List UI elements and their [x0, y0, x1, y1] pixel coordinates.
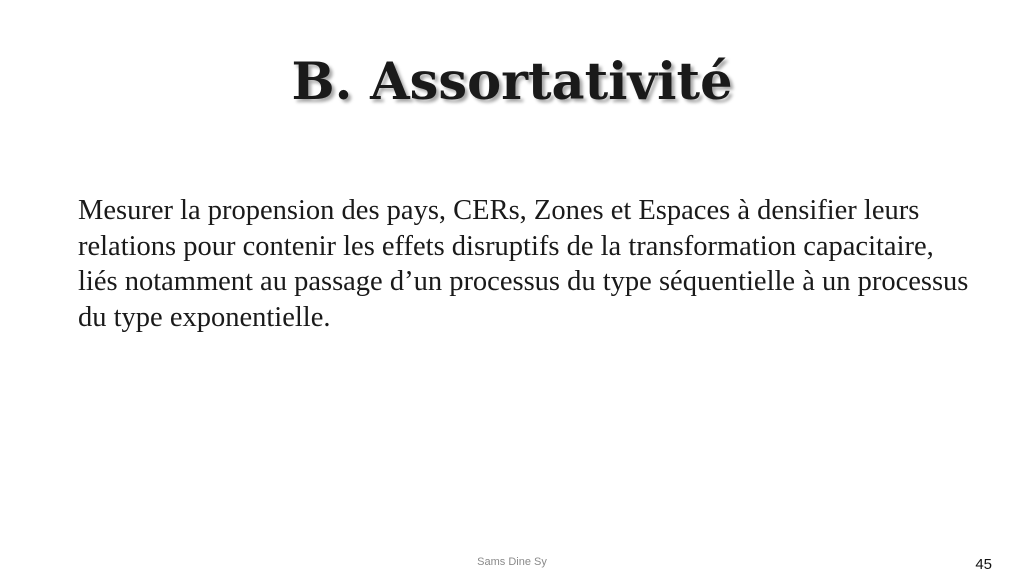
slide-page-number: 45 — [975, 556, 992, 573]
slide-title: B. Assortativité — [291, 52, 733, 112]
slide-body-text: Mesurer la propension des pays, CERs, Zones et Espaces à densifier leurs relations pour contenir les effets disruptifs de la transformation capacitaire, liés notamment au passage d’un processus du type séquentielle à un processus du type exponentielle. — [78, 195, 969, 333]
slide-footer-author: Sams Dine Sy — [477, 556, 547, 568]
